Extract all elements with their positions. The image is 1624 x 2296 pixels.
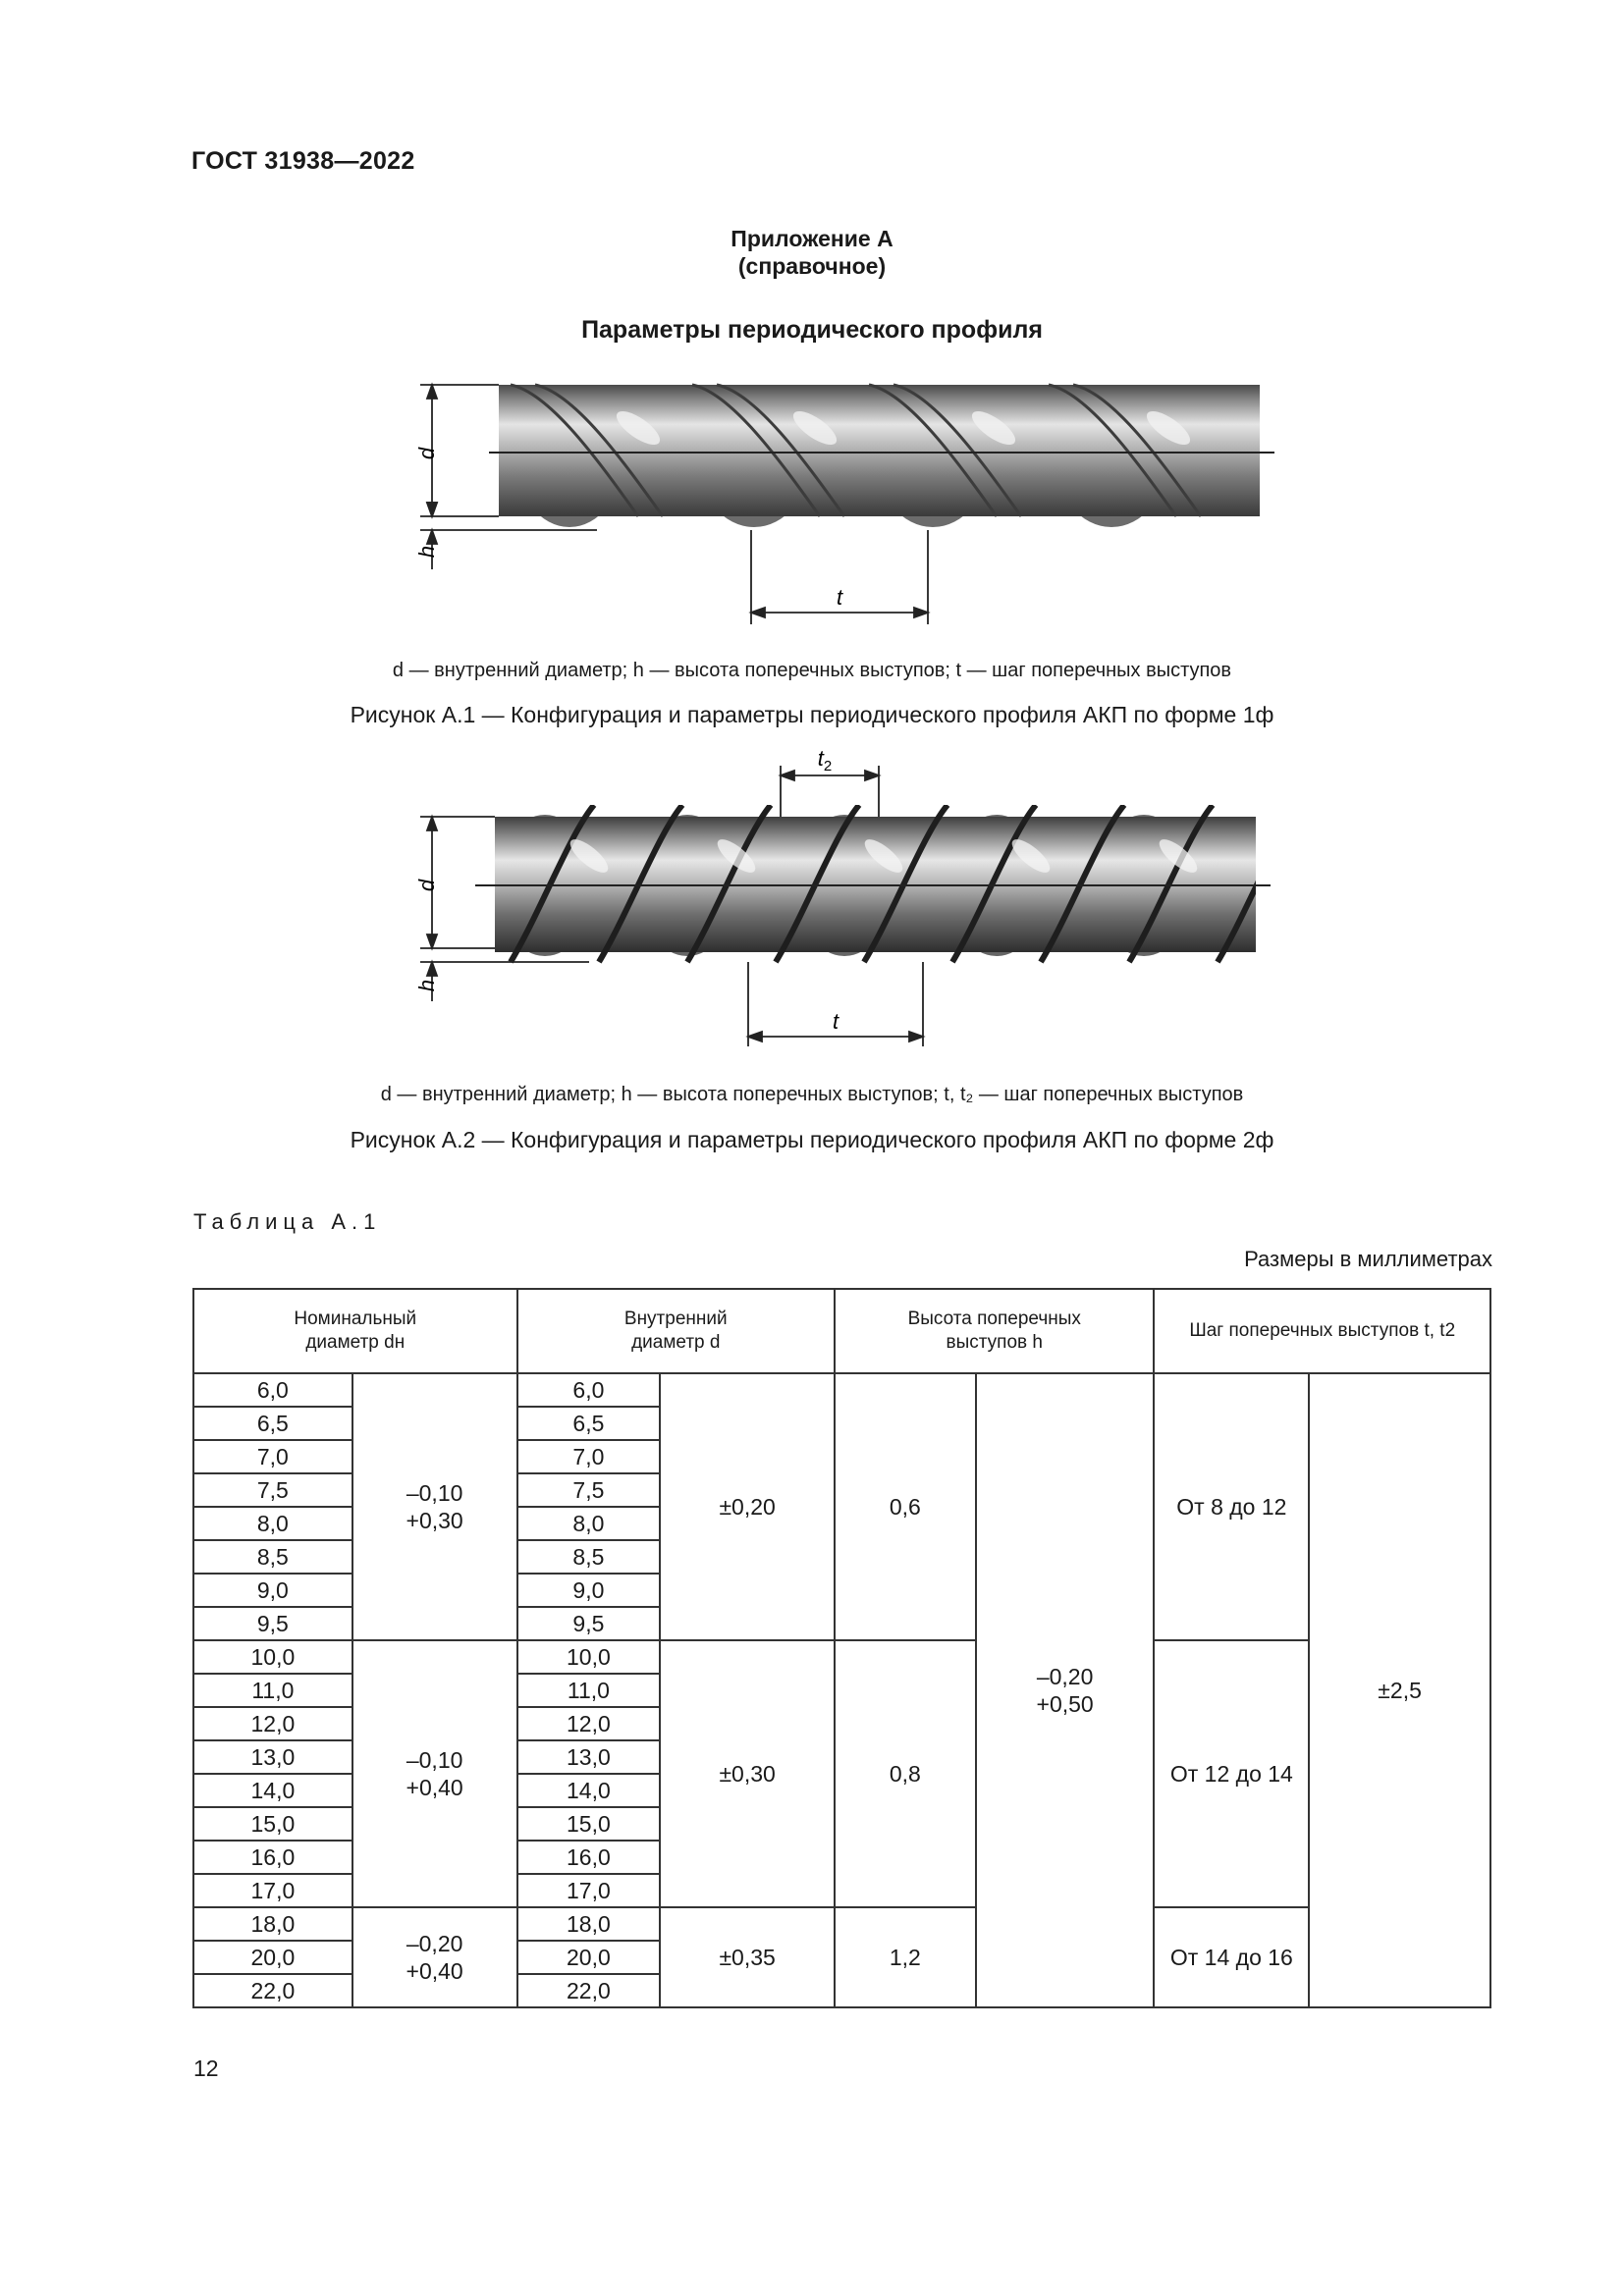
- inner-diameter-cell: 10,0: [517, 1640, 661, 1674]
- nominal-tolerance-cell: –0,10 +0,40: [352, 1640, 517, 1907]
- nominal-diameter-cell: 14,0: [193, 1774, 352, 1807]
- inner-diameter-cell: 20,0: [517, 1941, 661, 1974]
- nominal-diameter-cell: 18,0: [193, 1907, 352, 1941]
- nominal-diameter-cell: 17,0: [193, 1874, 352, 1907]
- rib-height-cell: 1,2: [835, 1907, 976, 2007]
- nominal-diameter-cell: 15,0: [193, 1807, 352, 1841]
- figure-2-label-d: d: [414, 879, 439, 892]
- inner-diameter-cell: 9,5: [517, 1607, 661, 1640]
- figure-1-legend: d — внутренний диаметр; h — высота поперечных выступов; t — шаг поперечных выступов: [392, 660, 1232, 681]
- header-inner-diameter: Внутренний диаметр d: [517, 1289, 835, 1373]
- document-code: ГОСТ 31938—2022: [191, 147, 415, 175]
- inner-diameter-cell: 18,0: [517, 1907, 661, 1941]
- nominal-diameter-cell: 13,0: [193, 1740, 352, 1774]
- header-nominal-diameter: Номинальный диаметр dн: [193, 1289, 517, 1373]
- nominal-diameter-cell: 20,0: [193, 1941, 352, 1974]
- nominal-diameter-cell: 7,5: [193, 1473, 352, 1507]
- header-rib-pitch: Шаг поперечных выступов t, t2: [1154, 1289, 1490, 1373]
- nominal-diameter-cell: 6,5: [193, 1407, 352, 1440]
- inner-diameter-cell: 15,0: [517, 1807, 661, 1841]
- nominal-diameter-cell: 12,0: [193, 1707, 352, 1740]
- rib-height-cell: 0,8: [835, 1640, 976, 1907]
- nominal-diameter-cell: 11,0: [193, 1674, 352, 1707]
- table-row: [193, 1373, 1490, 1407]
- inner-diameter-cell: 7,0: [517, 1440, 661, 1473]
- figure-2-label-t: t: [832, 1009, 839, 1034]
- header-rib-height: Высота поперечных выступов h: [835, 1289, 1154, 1373]
- table-units: Размеры в миллиметрах: [1244, 1247, 1492, 1271]
- inner-diameter-cell: 14,0: [517, 1774, 661, 1807]
- figure-2-caption: Рисунок А.2 — Конфигурация и параметры периодического профиля АКП по форме 2ф: [350, 1127, 1274, 1152]
- figure-1-label-t: t: [836, 585, 843, 610]
- nominal-diameter-cell: 8,5: [193, 1540, 352, 1574]
- figure-1-label-d: d: [414, 447, 439, 460]
- nominal-tolerance-cell: –0,20 +0,40: [352, 1907, 517, 2007]
- figure-2-legend: d — внутренний диаметр; h — высота поперечных выступов; t, t₂ — шаг поперечных выступов: [380, 1084, 1244, 1105]
- inner-diameter-cell: 6,5: [517, 1407, 661, 1440]
- inner-diameter-cell: 11,0: [517, 1674, 661, 1707]
- nominal-diameter-cell: 8,0: [193, 1507, 352, 1540]
- inner-diameter-cell: 16,0: [517, 1841, 661, 1874]
- inner-diameter-cell: 8,0: [517, 1507, 661, 1540]
- rib-pitch-cell: От 14 до 16: [1154, 1907, 1309, 2007]
- nominal-diameter-cell: 9,5: [193, 1607, 352, 1640]
- rib-pitch-cell: От 8 до 12: [1154, 1373, 1309, 1640]
- nominal-diameter-cell: 22,0: [193, 1974, 352, 2007]
- annex-subtitle: (справочное): [737, 253, 887, 279]
- page-number: 12: [193, 2056, 219, 2081]
- nominal-diameter-cell: 10,0: [193, 1640, 352, 1674]
- figure-2-dimension-t: [748, 962, 923, 1046]
- annex-title: Приложение А: [731, 226, 893, 251]
- inner-tolerance-cell: ±0,30: [660, 1640, 835, 1907]
- section-title: Параметры периодического профиля: [581, 316, 1043, 344]
- nominal-diameter-cell: 7,0: [193, 1440, 352, 1473]
- rib-height-tolerance-cell: –0,20 +0,50: [976, 1373, 1155, 2007]
- inner-diameter-cell: 8,5: [517, 1540, 661, 1574]
- inner-diameter-cell: 7,5: [517, 1473, 661, 1507]
- table-row: [193, 1907, 1490, 1941]
- inner-diameter-cell: 13,0: [517, 1740, 661, 1774]
- nominal-diameter-cell: 9,0: [193, 1574, 352, 1607]
- inner-diameter-cell: 9,0: [517, 1574, 661, 1607]
- figure-2-rebar-profile-2f: [0, 741, 1624, 1055]
- parameters-table: [192, 1288, 1491, 2008]
- inner-diameter-cell: 12,0: [517, 1707, 661, 1740]
- nominal-diameter-cell: 16,0: [193, 1841, 352, 1874]
- inner-diameter-cell: 6,0: [517, 1373, 661, 1407]
- rib-pitch-tolerance-cell: ±2,5: [1309, 1373, 1490, 2007]
- table-label: Таблица А.1: [193, 1209, 382, 1234]
- figure-1-caption: Рисунок А.1 — Конфигурация и параметры периодического профиля АКП по форме 1ф: [350, 702, 1274, 727]
- inner-diameter-cell: 17,0: [517, 1874, 661, 1907]
- nominal-tolerance-cell: –0,10 +0,30: [352, 1373, 517, 1640]
- figure-1-rebar-profile-1f: [0, 363, 1624, 648]
- inner-tolerance-cell: ±0,35: [660, 1907, 835, 2007]
- rib-pitch-cell: От 12 до 14: [1154, 1640, 1309, 1907]
- figure-2-label-t2: $t_2$: [817, 746, 833, 774]
- inner-tolerance-cell: ±0,20: [660, 1373, 835, 1640]
- figure-2-label-h: h: [414, 979, 439, 992]
- inner-diameter-cell: 22,0: [517, 1974, 661, 2007]
- figure-1-dimension-t: [751, 530, 928, 624]
- figure-1-label-h: h: [414, 545, 439, 559]
- nominal-diameter-cell: 6,0: [193, 1373, 352, 1407]
- table-row: [193, 1640, 1490, 1674]
- rib-height-cell: 0,6: [835, 1373, 976, 1640]
